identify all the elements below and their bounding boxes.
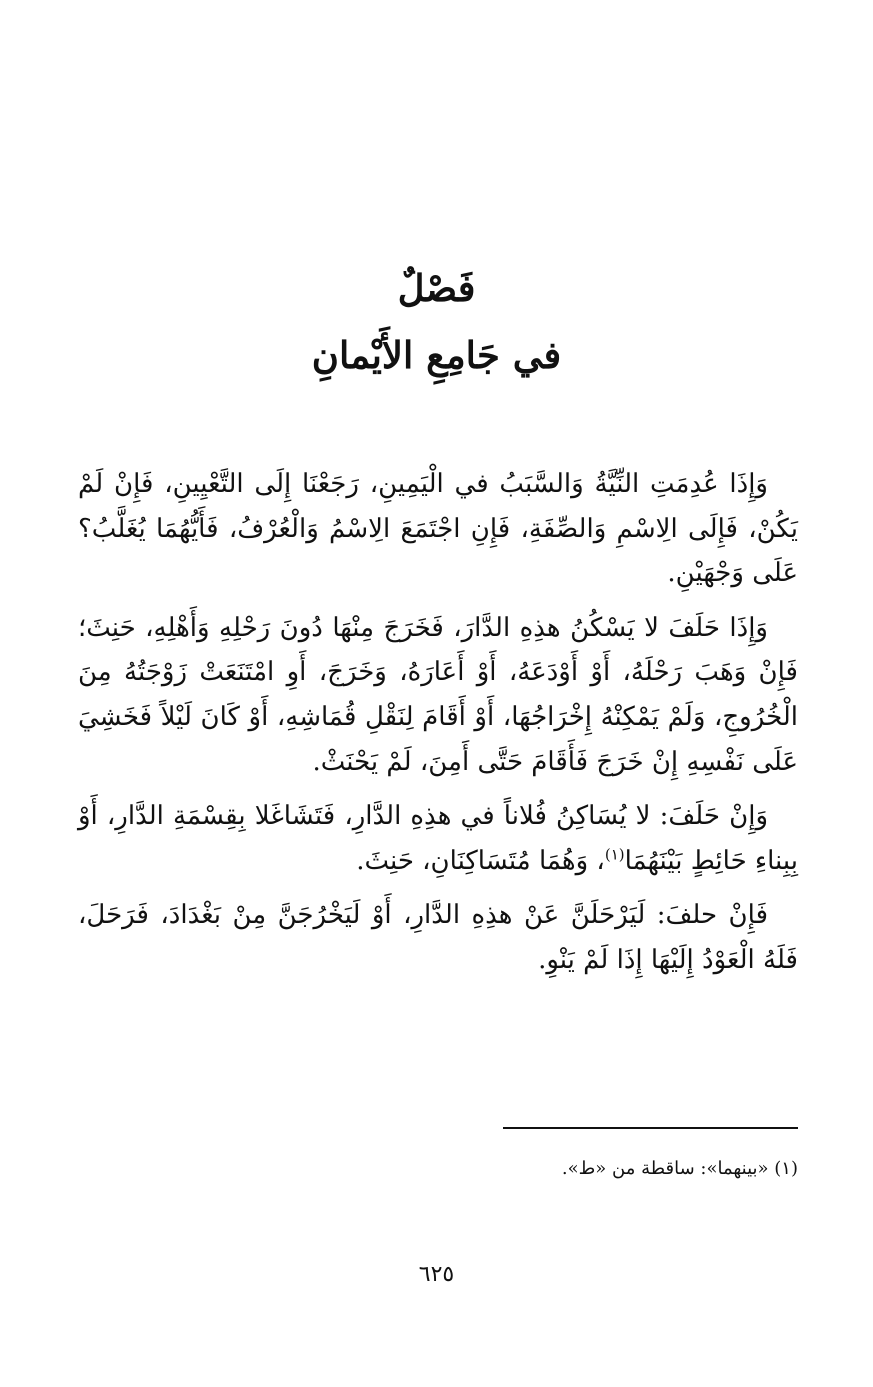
paragraph-4: فَإِنْ حلفَ: لَيَرْحَلَنَّ عَنْ هذِهِ الدَّارِ، أَوْ لَيَخْرُجَنَّ مِنْ بَغْدَادَ، فَرَحَلَ، فَلَهُ الْعَوْدُ إِلَيْهَا إِذَا لَمْ يَنْوِ. [78, 900, 798, 975]
page-number: ٦٢٥ [418, 1262, 455, 1287]
footnote-reference: (١) [604, 845, 625, 864]
section-subheading: في جَامِعِ الأَيْمانِ [311, 333, 562, 377]
section-heading: فَصْلٌ [397, 266, 476, 310]
paragraph-1: وَإِذَا عُدِمَتِ النِّيَّةُ وَالسَّبَبُ في الْيَمِينِ، رَجَعْنَا إِلَى التَّعْيِينِ، فَإِنْ لَمْ يَكُنْ، فَإِلَى الِاسْمِ وَالصِّفَةِ، فَإِنِ اجْتَمَعَ الِاسْمُ وَالْعُرْفُ، فَأَيُّهُمَا يُغَلَّبُ؟ عَلَى وَجْهَيْنِ. [78, 469, 798, 589]
paragraph-2: وَإِذَا حَلَفَ لا يَسْكُنُ هذِهِ الدَّارَ، فَخَرَجَ مِنْهَا دُونَ رَحْلِهِ وَأَهْلِهِ، حَنِثَ؛ فَإِنْ وَهَبَ رَحْلَهُ، أَوْ أَوْدَعَهُ، أَوْ أَعَارَهُ، وَخَرَجَ، أَوِ امْتَنَعَتْ زَوْجَتُهُ مِنَ الْخُرُوجِ، وَلَمْ يَمْكِنْهُ إِخْرَاجُهَا، أَوْ أَقَامَ لِنَقْلِ قُمَاشِهِ، أَوْ كَانَ لَيْلاً فَخَشِيَ عَلَى نَفْسِهِ إِنْ خَرَجَ فَأَقَامَ حَتَّى أَمِنَ، لَمْ يَحْنَثْ. [78, 612, 798, 777]
paragraph-3 [78, 794, 798, 883]
paragraph-3-text-before: وَإِنْ حَلَفَ: لا يُسَاكِنُ فُلاناً في هذِهِ الدَّارِ، فَتَشَاغَلا بِقِسْمَةِ الدَّارِ، أَوْ بِبِناءِ حَائِطٍ بَيْنَهُمَا [78, 801, 798, 876]
footnote-divider [503, 1127, 798, 1129]
paragraph-3-text-after: ، وَهُمَا مُتَسَاكِنَانِ، حَنِثَ. [356, 845, 605, 876]
main-text [78, 462, 798, 993]
footnote: (١) «بينهما»: ساقطة من «ط». [561, 1158, 798, 1179]
